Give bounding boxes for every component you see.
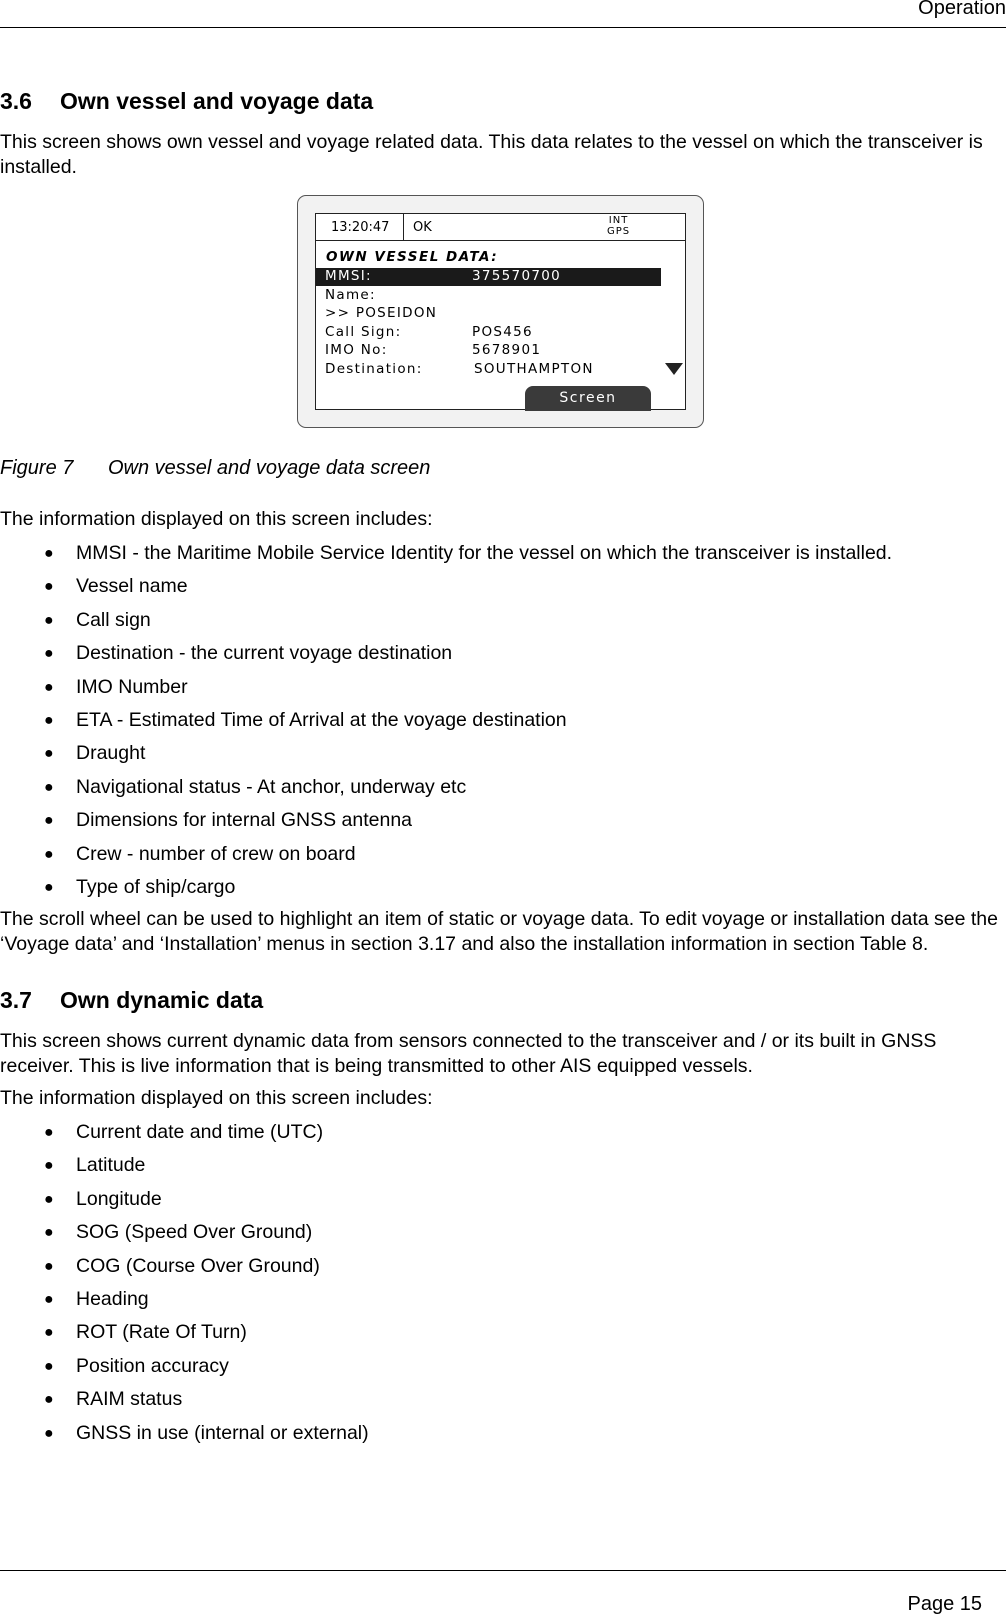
bullet-icon: ● — [44, 778, 54, 796]
list-item-text: Destination - the current voyage destination — [76, 642, 453, 665]
bullet-icon: ● — [44, 845, 54, 863]
dynamic-info-list — [0, 1120, 369, 1454]
bullet-icon: ● — [44, 645, 54, 663]
row-value: 375570700 — [472, 268, 562, 284]
bullet-icon: ● — [44, 1190, 54, 1208]
footer-rule — [0, 1570, 1006, 1571]
list-item-text: ETA - Estimated Time of Arrival at the voyage destination — [76, 708, 567, 731]
list-item — [0, 1287, 369, 1320]
clock-time: 13:20:47 — [331, 220, 390, 235]
row-value: 5678901 — [472, 342, 542, 358]
vessel-info-list — [0, 541, 892, 908]
list-item-text: Vessel name — [76, 575, 188, 598]
bullet-icon: ● — [44, 878, 54, 896]
list-item — [0, 875, 892, 908]
list-item-text: Position accuracy — [76, 1354, 229, 1377]
list-item-text: Type of ship/cargo — [76, 875, 236, 898]
bullet-icon: ● — [44, 545, 54, 562]
list-item-text: Heading — [76, 1287, 149, 1310]
bullet-icon: ● — [44, 1224, 54, 1242]
list-item — [0, 708, 892, 741]
section-heading-3-7 — [0, 987, 263, 1014]
bullet-icon: ● — [44, 711, 54, 729]
list-item — [0, 574, 892, 607]
row-label: IMO No: — [325, 342, 388, 358]
list-item-text: Dimensions for internal GNSS antenna — [76, 809, 413, 832]
list-item-text: Draught — [76, 742, 146, 765]
bullet-icon: ● — [44, 578, 54, 596]
list-item-text: Call sign — [76, 608, 151, 631]
list-item-text: COG (Course Over Ground) — [76, 1254, 320, 1277]
section-intro: This screen shows current dynamic data from sensors connected to the transceiver and / or its built in GNSS receiver. This is live information that is being transmitted to other AIS equipped vessels. — [0, 1030, 937, 1077]
row-label: MMSI: — [325, 268, 372, 284]
section-intro: This screen shows own vessel and voyage related data. This data relates to the vessel on which the transceiver is installed. — [0, 131, 983, 178]
list-item-text: IMO Number — [76, 675, 188, 698]
list-item-text: Longitude — [76, 1187, 162, 1210]
page-number: Page 15 — [907, 1593, 982, 1615]
list-item-text: Current date and time (UTC) — [76, 1121, 324, 1143]
section-number: 3.7 — [0, 987, 32, 1013]
includes-label: The information displayed on this screen includes: — [0, 1087, 433, 1109]
list-item — [0, 1187, 369, 1220]
row-label: >> POSEIDON — [325, 305, 438, 321]
list-item — [0, 1254, 369, 1287]
list-item-text: Crew - number of crew on board — [76, 842, 356, 865]
row-value: SOUTHAMPTON — [474, 361, 594, 377]
gps-line-1: INT — [608, 215, 629, 226]
scroll-down-icon[interactable] — [665, 363, 683, 375]
row-label: Call Sign: — [325, 324, 402, 340]
list-item-text: Latitude — [76, 1154, 146, 1177]
bullet-icon: ● — [44, 1257, 54, 1275]
bullet-icon: ● — [44, 1324, 54, 1342]
device-figure — [297, 195, 704, 428]
screen-title: OWN VESSEL DATA: — [326, 249, 499, 265]
list-item — [0, 842, 892, 875]
header-rule — [0, 27, 1006, 28]
closing-paragraph: The scroll wheel can be used to highlight an item of static or voyage data. To edit voyage or installation data see the ‘Voyage data’ and ‘Installation’ menus in section 3.17 and also the installation information in section Table 8. — [0, 908, 998, 955]
screen-softkey-button[interactable]: Screen — [525, 386, 651, 411]
status-separator — [403, 214, 404, 240]
includes-label: The information displayed on this screen includes: — [0, 508, 433, 530]
list-item — [0, 1421, 369, 1454]
section-title: Own vessel and voyage data — [60, 88, 374, 114]
list-item — [0, 541, 892, 574]
list-item — [0, 641, 892, 674]
gps-line-2: GPS — [607, 226, 631, 237]
row-label: Destination: — [325, 361, 423, 377]
bullet-icon: ● — [44, 1357, 54, 1375]
list-item-text: MMSI - the Maritime Mobile Service Identity for the vessel on which the transceiver is installed. — [76, 542, 893, 564]
data-row-mmsi[interactable] — [316, 268, 661, 286]
bullet-icon: ● — [44, 611, 54, 629]
status-text: OK — [413, 220, 432, 235]
bullet-icon: ● — [44, 1157, 54, 1175]
list-item — [0, 1320, 369, 1353]
figure-number: Figure 7 — [0, 457, 74, 479]
list-item-text: RAIM status — [76, 1388, 183, 1411]
list-item — [0, 1120, 369, 1153]
row-label: Name: — [325, 287, 376, 303]
list-item-text: SOG (Speed Over Ground) — [76, 1221, 313, 1244]
list-item — [0, 608, 892, 641]
figure-caption-text: Own vessel and voyage data screen — [108, 457, 431, 479]
device-screen — [315, 213, 686, 410]
section-number: 3.6 — [0, 88, 32, 114]
bullet-icon: ● — [44, 812, 54, 830]
bullet-icon: ● — [44, 1424, 54, 1442]
bullet-icon: ● — [44, 1124, 54, 1141]
figure-caption — [0, 457, 430, 480]
list-item-text: Navigational status - At anchor, underway etc — [76, 775, 467, 798]
row-value: POS456 — [472, 324, 533, 340]
page-header-title: Operation — [918, 0, 1006, 19]
list-item-text: ROT (Rate Of Turn) — [76, 1321, 247, 1344]
list-item — [0, 775, 892, 808]
list-item-text: GNSS in use (internal or external) — [76, 1421, 369, 1444]
bullet-icon: ● — [44, 1290, 54, 1308]
list-item — [0, 808, 892, 841]
gps-indicator — [607, 215, 630, 237]
list-item — [0, 1220, 369, 1253]
status-bar — [316, 214, 685, 241]
list-item — [0, 1354, 369, 1387]
list-item — [0, 675, 892, 708]
section-heading-3-6 — [0, 88, 373, 115]
list-item — [0, 741, 892, 774]
bullet-icon: ● — [44, 1391, 54, 1409]
section-title: Own dynamic data — [60, 987, 264, 1013]
list-item — [0, 1387, 369, 1420]
bullet-icon: ● — [44, 745, 54, 763]
list-item — [0, 1153, 369, 1186]
bullet-icon: ● — [44, 678, 54, 696]
